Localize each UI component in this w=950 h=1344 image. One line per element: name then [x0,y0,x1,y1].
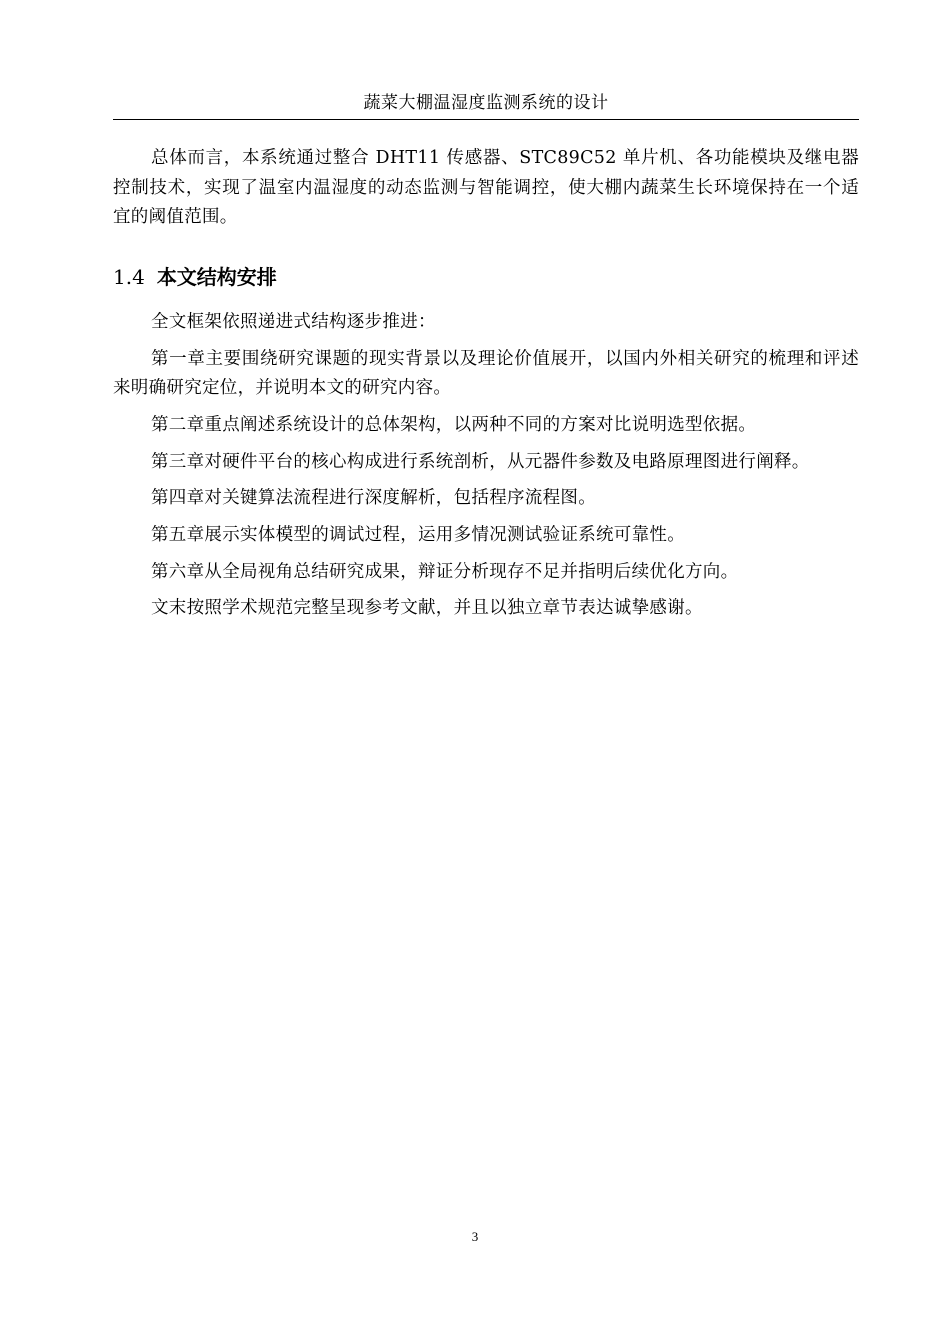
page-number: 3 [471,1229,479,1244]
running-header-title: 蔬菜大棚温湿度监测系统的设计 [363,93,609,113]
outline-lead: 全文框架依照递进式结构逐步推进： [151,312,436,332]
closing-matter-summary: 文末按照学术规范完整呈现参考文献，并且以独立章节表达诚挚感谢。 [151,598,703,619]
chapter-4-summary: 第四章对关键算法流程进行深度解析，包括程序流程图。 [151,488,596,509]
chapter-1-summary: 第一章主要围绕研究课题的现实背景以及理论价值展开，以国内外相关研究的梳理和评述来明确研究定位，并说明本文的研究内容。 [113,348,859,399]
chapter-3-summary: 第三章对硬件平台的核心构成进行系统剖析，从元器件参数及电路原理图进行阐释。 [151,451,810,472]
section-heading [113,263,277,291]
section-number: 1.4 [113,265,145,289]
chapter-6-summary: 第六章从全局视角总结研究成果，辩证分析现存不足并指明后续优化方向。 [151,561,739,582]
header-rule [113,119,859,120]
chapter-5-summary: 第五章展示实体模型的调试过程，运用多情况测试验证系统可靠性。 [151,524,685,545]
intro-paragraph: 总体而言，本系统通过整合 DHT11 传感器、STC89C52 单片机、各功能模块及继电器控制技术，实现了温室内温湿度的动态监测与智能调控，使大棚内蔬菜生长环境保持在一个适宜的阈值范围。 [113,148,859,227]
section-title: 本文结构安排 [156,265,277,289]
chapter-2-summary: 第二章重点阐述系统设计的总体架构，以两种不同的方案对比说明选型依据。 [151,414,757,435]
structure-outline [113,308,859,631]
